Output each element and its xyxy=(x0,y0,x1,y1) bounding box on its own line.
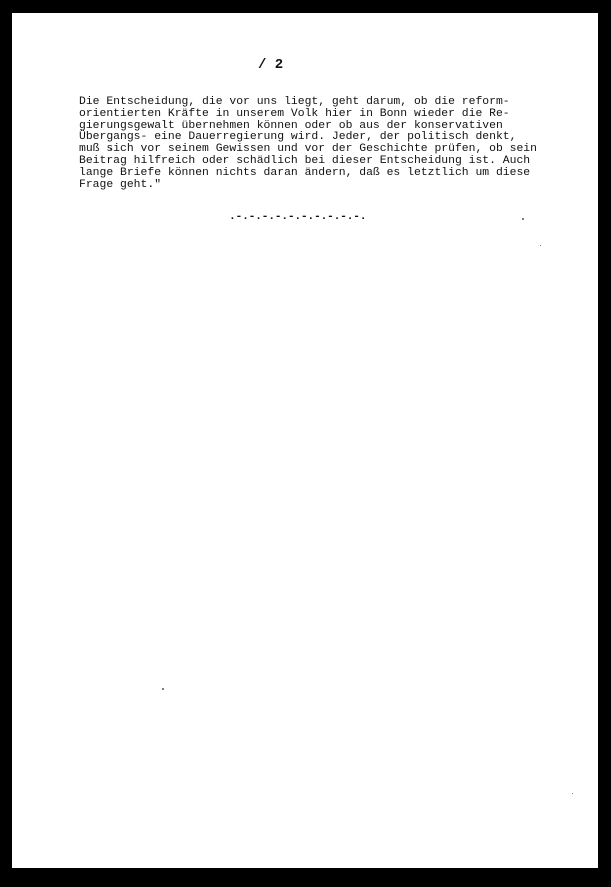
text-line: Frage geht." xyxy=(79,178,162,191)
scan-speck xyxy=(572,793,573,794)
text-line: Beitrag hilfreich oder schädlich bei dieser Entscheidung ist. Auch xyxy=(79,154,531,167)
scan-speck xyxy=(162,688,164,690)
body-paragraph xyxy=(79,97,549,191)
text-line: lange Briefe können nichts daran ändern, daß es letztlich um diese xyxy=(79,166,531,179)
scan-speck xyxy=(540,245,541,246)
end-separator: .-.-.-.-.-.-.-.-.-.-. xyxy=(229,211,367,223)
text-line: gierungsgewalt übernehmen können oder ob aus der konservativen xyxy=(79,119,503,132)
scan-speck xyxy=(522,218,524,220)
text-line: Übergangs- eine Dauerregierung wird. Jeder, der politisch denkt, xyxy=(79,131,517,144)
text-line: muß sich vor seinem Gewissen und vor der Geschichte prüfen, ob sein xyxy=(79,143,537,156)
text-line: Die Entscheidung, die vor uns liegt, geht darum, ob die reform- xyxy=(79,96,510,108)
text-line: orientierten Kräfte in unserem Volk hier in Bonn wieder die Re- xyxy=(79,107,510,120)
page-number: / 2 xyxy=(258,57,284,73)
